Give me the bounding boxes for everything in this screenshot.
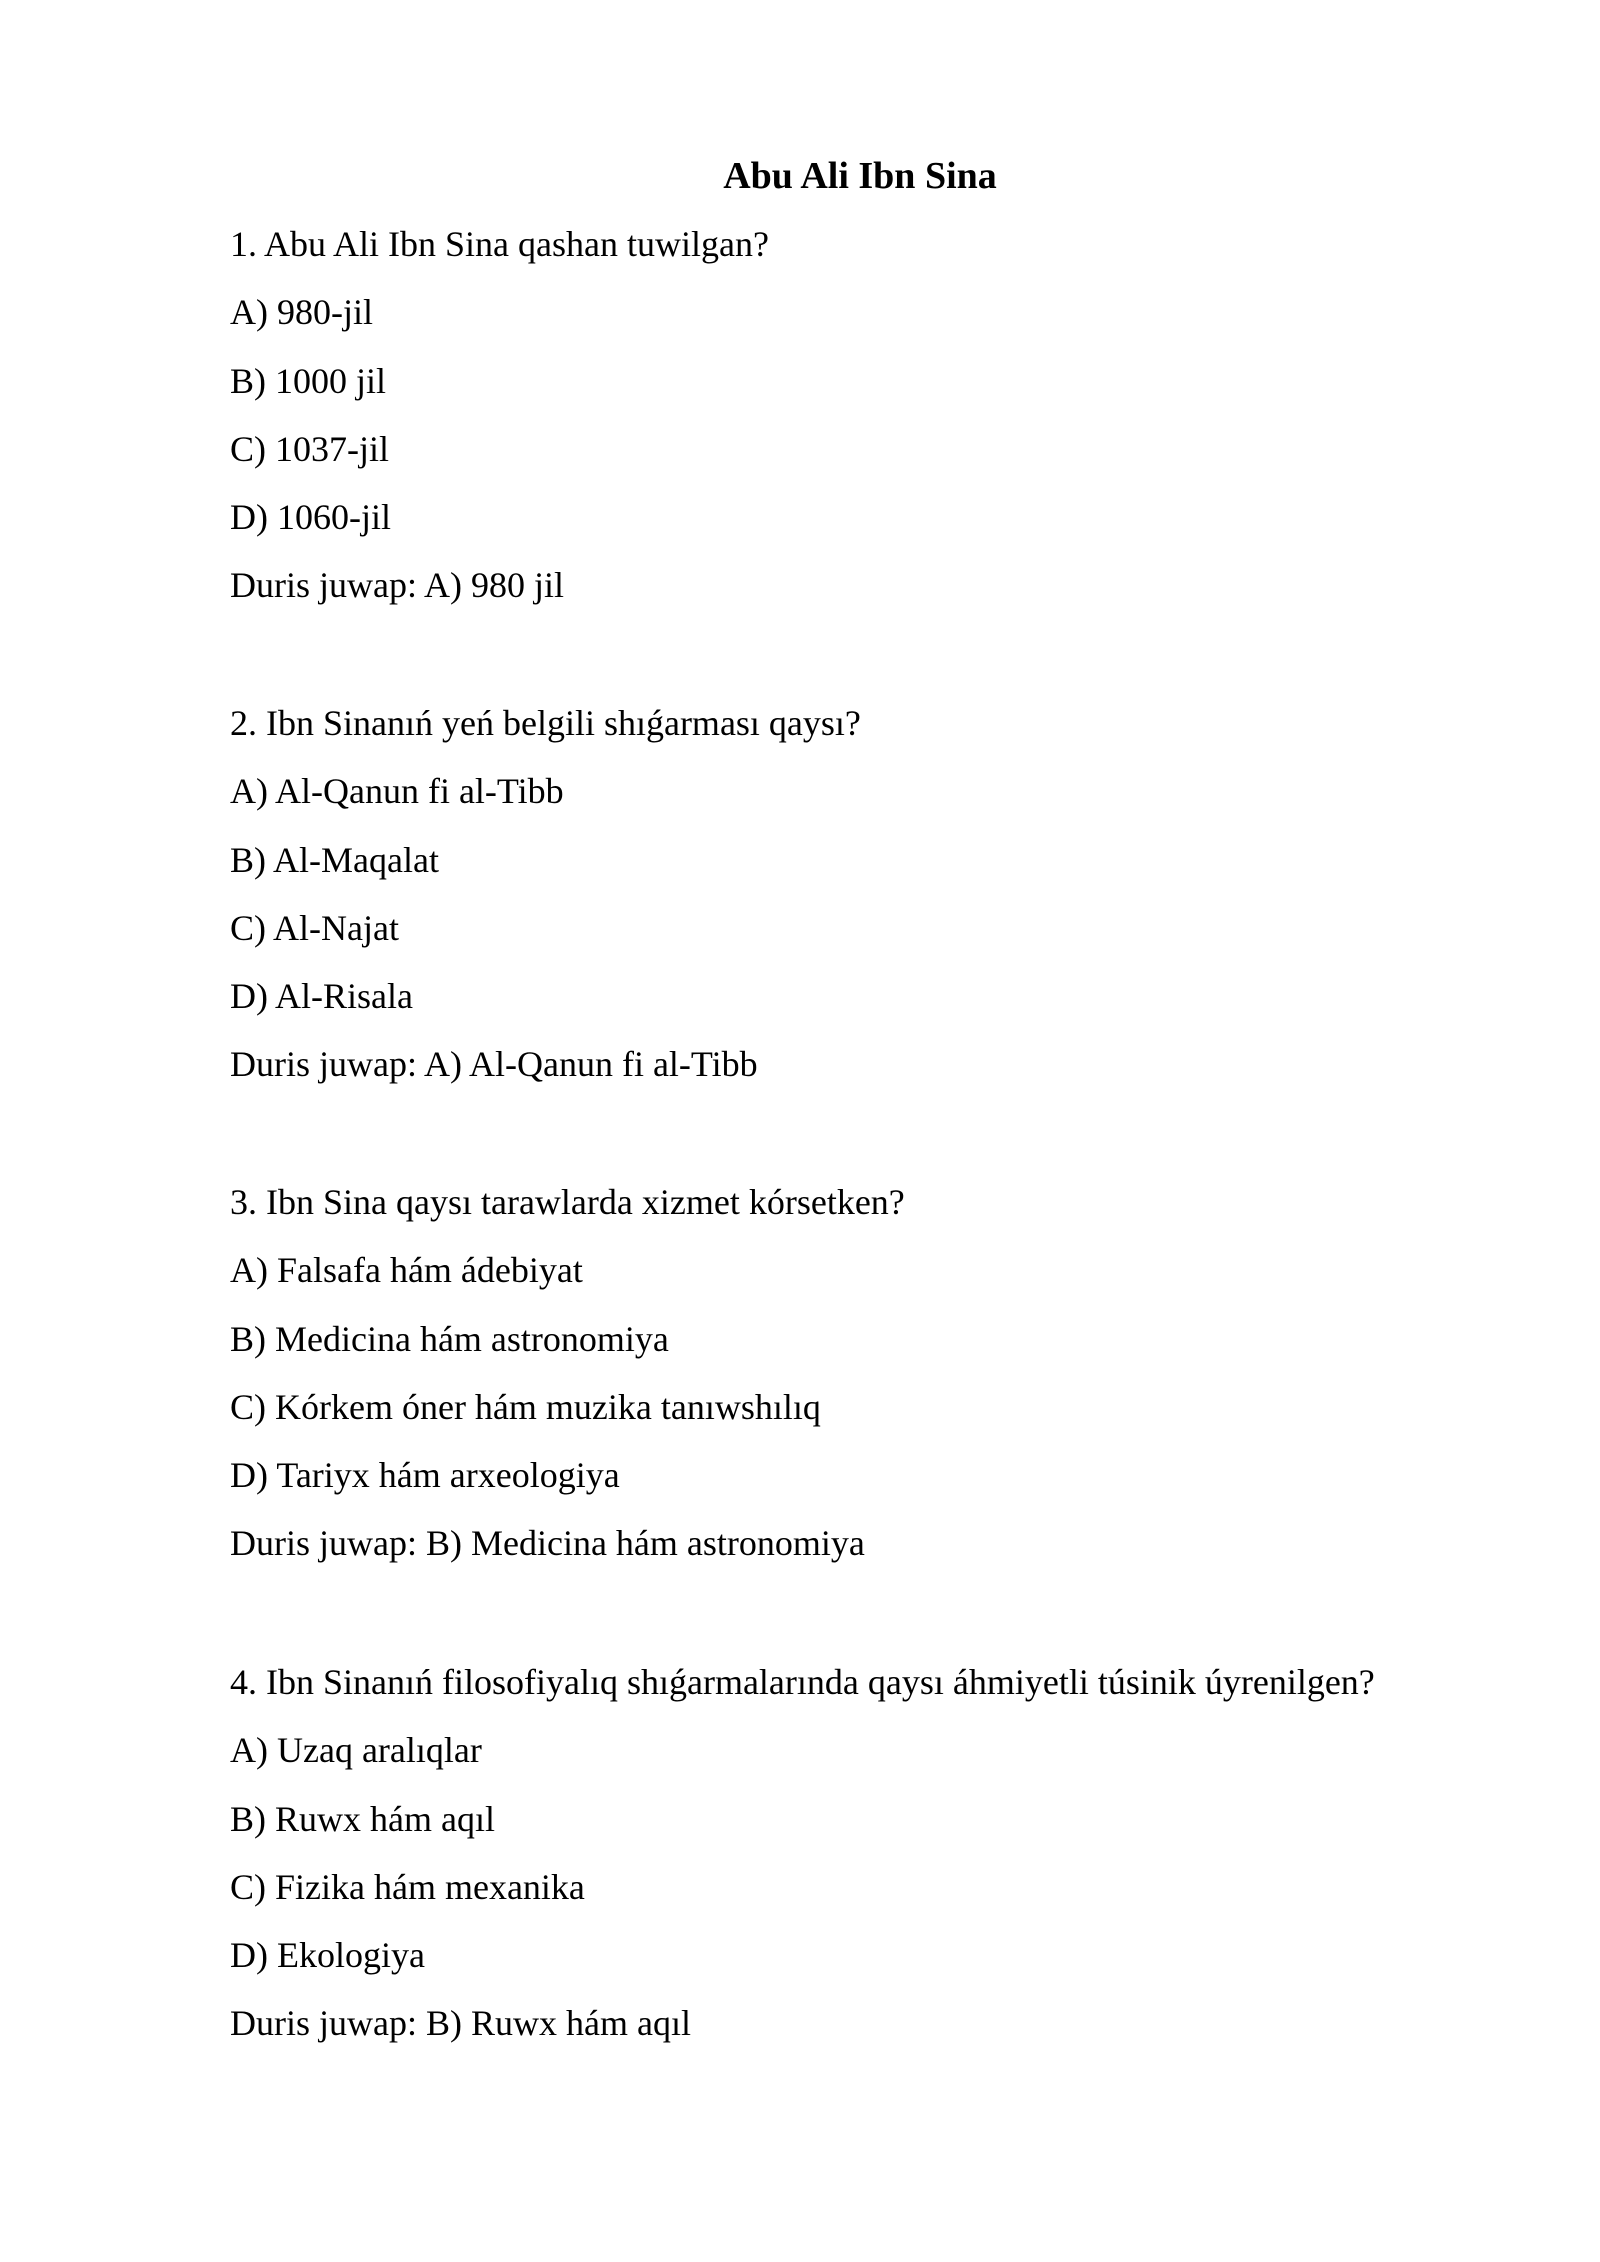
answer-option: B) Al-Maqalat	[230, 839, 439, 880]
question-text: 4. Ibn Sinanıń filosofiyalıq shıǵarmalarında qaysı áhmiyetli túsinik úyrenilgen?	[230, 1662, 1375, 1702]
answer-option: B) 1000 jil	[230, 360, 387, 401]
correct-answer: Duris juwap: A) 980 jil	[230, 565, 564, 606]
answer-option: D) Ekologiya	[230, 1935, 425, 1976]
question-block	[230, 689, 1480, 1099]
question-block	[230, 1648, 1480, 2058]
answer-option: C) Al-Najat	[230, 907, 399, 948]
correct-answer: Duris juwap: B) Ruwx hám aqıl	[230, 2003, 691, 2044]
answer-option: C) Kórkem óner hám muzika tanıwshılıq	[230, 1386, 821, 1427]
answer-option: D) 1060-jil	[230, 497, 391, 538]
answer-option: A) Falsafa hám ádebiyat	[230, 1250, 583, 1291]
answer-option: A) Uzaq aralıqlar	[230, 1730, 482, 1771]
question-text: 2. Ibn Sinanıń yeń belgili shıǵarması qaysı?	[230, 703, 861, 743]
answer-option: D) Tariyx hám arxeologiya	[230, 1455, 620, 1496]
document-title: Abu Ali Ibn Sina	[723, 155, 997, 197]
answer-option: A) Al-Qanun fi al-Tibb	[230, 771, 564, 812]
question-block	[230, 1168, 1480, 1578]
question-text: 3. Ibn Sina qaysı tarawlarda xizmet kórsetken?	[230, 1182, 905, 1222]
answer-option: C) 1037-jil	[230, 428, 389, 469]
question-block	[230, 210, 1480, 620]
answer-option: B) Medicina hám astronomiya	[230, 1318, 669, 1359]
answer-option: C) Fizika hám mexanika	[230, 1866, 585, 1907]
question-text: 1. Abu Ali Ibn Sina qashan tuwilgan?	[230, 224, 769, 264]
answer-option: D) Al-Risala	[230, 976, 413, 1017]
correct-answer: Duris juwap: A) Al-Qanun fi al-Tibb	[230, 1044, 758, 1085]
answer-option: A) 980-jil	[230, 292, 373, 333]
answer-option: B) Ruwx hám aqıl	[230, 1798, 495, 1839]
correct-answer: Duris juwap: B) Medicina hám astronomiya	[230, 1523, 865, 1564]
